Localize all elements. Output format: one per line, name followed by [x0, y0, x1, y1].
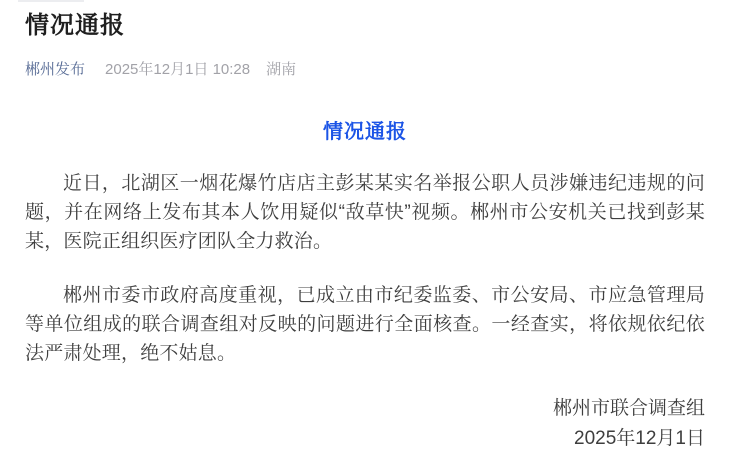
signature-org: 郴州市联合调查组	[552, 397, 705, 419]
byline	[25, 58, 705, 79]
paragraph-1: 近日，北湖区一烟花爆竹店店主彭某某实名举报公职人员涉嫌违纪违规的问题，并在网络上发布其本人饮用疑似“敌草快”视频。郴州市公安机关已找到彭某某，医院正组织医疗团队全力救治。	[25, 172, 705, 252]
paragraph-2: 郴州市委市政府高度重视，已成立由市纪委监委、市公安局、市应急管理局等单位组成的联合调查组对反映的问题进行全面核查。一经查实，将依规依纪依法严肃处理，绝不姑息。	[25, 284, 705, 364]
publish-datetime: 2025年12月1日 10:28	[105, 60, 251, 78]
publish-location: 湖南	[266, 60, 297, 78]
article-body	[25, 115, 705, 454]
page-title: 情况通报	[25, 12, 125, 39]
article-title: 情况通报	[323, 120, 407, 143]
signature-block	[25, 394, 705, 454]
source-account-link[interactable]: 郴州发布	[25, 60, 86, 78]
signature-date: 2025年12月1日	[574, 427, 705, 449]
